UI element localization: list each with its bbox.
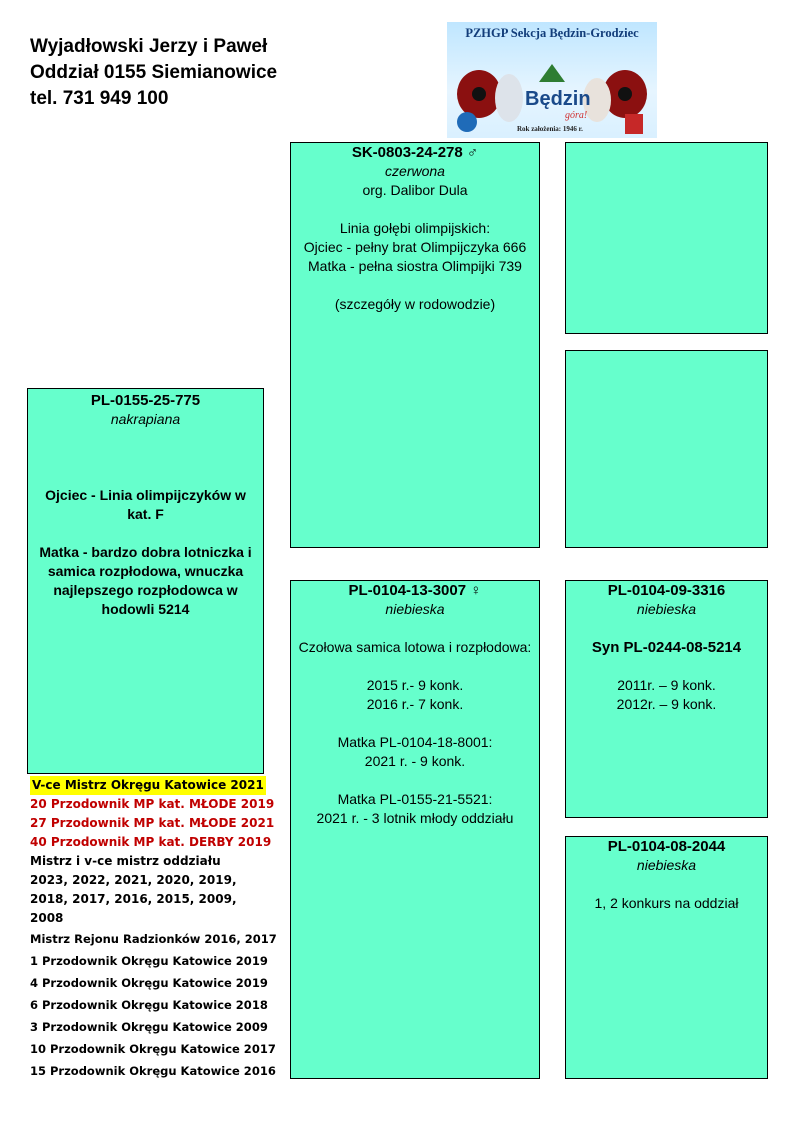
pigeon-pupil-left-icon <box>472 87 486 101</box>
mother-dam2-result: 2021 r. - 3 lotnik młody oddziału <box>316 810 514 826</box>
maternal-grandfather-son: Syn PL-0244-08-5214 <box>591 639 742 656</box>
phone-number: tel. 731 949 100 <box>30 88 169 109</box>
achievements-list <box>30 776 290 1082</box>
maternal-grandmother-ring: PL-0104-08-2044 <box>607 838 726 855</box>
maternal-grandfather-result: 2012r. – 9 konk. <box>616 696 717 712</box>
pigeon-pupil-right-icon <box>618 87 632 101</box>
mother-dam-result: 2021 r. - 9 konk. <box>364 753 466 769</box>
logo-city: Będzin <box>525 88 591 110</box>
maternal-grandfather-color: niebieska <box>636 601 697 617</box>
father-origin: org. Dalibor Dula <box>362 182 468 198</box>
branch-name: Oddział 0155 Siemianowice <box>30 62 278 83</box>
achievement-red: 40 Przodownik MP kat. DERBY 2019 <box>30 835 272 849</box>
main-bird-father-line: Ojciec - Linia olimpijczyków w kat. F <box>45 487 246 522</box>
achievement-highlight: V-ce Mistrz Okręgu Katowice 2021 <box>30 776 266 795</box>
section-logo <box>447 22 657 138</box>
father-ring: SK-0803-24-278 ♂ <box>351 144 479 161</box>
achievement-red: 20 Przodownik MP kat. MŁODE 2019 <box>30 797 275 811</box>
achievement-red: 27 Przodownik MP kat. MŁODE 2021 <box>30 816 275 830</box>
achievement-club: 2018, 2017, 2016, 2015, 2009, <box>30 892 237 906</box>
city-crest-icon <box>625 114 643 134</box>
father-card <box>290 142 540 548</box>
paternal-grandfather-card <box>565 142 768 334</box>
achievement-item: 6 Przodownik Okręgu Katowice 2018 <box>30 998 268 1012</box>
main-bird-mother-line: Matka - bardzo dobra lotniczka i samica rozpłodowa, wnuczka najlepszego rozpłodowca w hodowli 5214 <box>39 544 252 617</box>
logo-founded: Rok założenia: 1946 r. <box>517 125 583 133</box>
maternal-grandfather-ring: PL-0104-09-3316 <box>607 582 726 599</box>
mother-ring: PL-0104-13-3007 ♀ <box>348 582 482 599</box>
achievement-item: Mistrz Rejonu Radzionków 2016, 2017 <box>30 932 277 946</box>
main-bird-ring: PL-0155-25-775 <box>90 392 201 409</box>
mother-intro: Czołowa samica lotowa i rozpłodowa: <box>298 639 532 655</box>
pigeon-body-left-icon <box>495 74 523 122</box>
father-note: (szczegóły w rodowodzie) <box>334 296 496 312</box>
mother-card <box>290 580 540 1079</box>
mother-result: 2015 r.- 9 konk. <box>366 677 464 693</box>
paternal-grandmother-card <box>565 350 768 548</box>
achievement-item: 15 Przodownik Okręgu Katowice 2016 <box>30 1064 276 1078</box>
main-bird-card <box>27 388 264 774</box>
maternal-grandmother-card <box>565 836 768 1079</box>
achievement-club: 2023, 2022, 2021, 2020, 2019, <box>30 873 237 887</box>
father-line: Linia gołębi olimpijskich: <box>339 220 491 236</box>
main-bird-color: nakrapiana <box>110 411 181 427</box>
father-line: Matka - pełna siostra Olimpijki 739 <box>308 258 522 274</box>
achievement-club: Mistrz i v-ce mistrz oddziału <box>30 854 221 868</box>
mother-dam-ring: Matka PL-0104-18-8001: <box>337 734 493 750</box>
achievement-item: 1 Przodownik Okręgu Katowice 2019 <box>30 954 268 968</box>
breeder-name: Wyjadłowski Jerzy i Paweł <box>30 36 268 57</box>
achievement-item: 4 Przodownik Okręgu Katowice 2019 <box>30 976 268 990</box>
maternal-grandmother-color: niebieska <box>636 857 697 873</box>
mother-color: niebieska <box>385 601 445 617</box>
achievement-club: 2008 <box>30 911 64 925</box>
pigeons-illustration <box>447 22 657 138</box>
mountain-icon <box>539 64 565 82</box>
maternal-grandfather-card <box>565 580 768 818</box>
logo-title: PZHGP Sekcja Będzin-Grodziec <box>465 26 639 40</box>
father-color: czerwona <box>385 163 445 179</box>
maternal-grandmother-note: 1, 2 konkurs na oddział <box>594 895 739 911</box>
father-line: Ojciec - pełny brat Olimpijczyka 666 <box>303 239 527 255</box>
emblem-left-icon <box>457 112 477 132</box>
maternal-grandfather-result: 2011r. – 9 konk. <box>617 677 716 693</box>
logo-tagline: góra! <box>565 110 588 121</box>
achievement-item: 10 Przodownik Okręgu Katowice 2017 <box>30 1042 276 1056</box>
breeder-header <box>30 34 277 112</box>
achievement-item: 3 Przodownik Okręgu Katowice 2009 <box>30 1020 268 1034</box>
mother-result: 2016 r.- 7 konk. <box>366 696 464 712</box>
mother-dam2-ring: Matka PL-0155-21-5521: <box>337 791 493 807</box>
